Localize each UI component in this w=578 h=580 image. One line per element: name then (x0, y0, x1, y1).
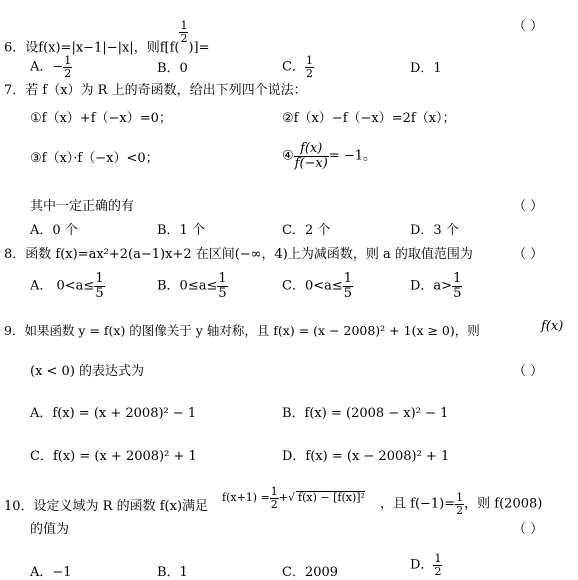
q9-option-b: B．f(x) = (2008 − x)² − 1 (282, 406, 449, 421)
q10-answer-paren: （ ） (513, 522, 544, 537)
q6-stem: 6．设f(x)=|x−1|−|x|，则f[f( $\frac{1}{2}$ )]= (4, 19, 210, 56)
q9-option-c: C．f(x) = (x + 2008)² + 1 (30, 449, 197, 464)
q9-stem-tail: f(x) (541, 319, 564, 334)
q10-stem: 10．设定义域为 R 的函数 f(x)满足 (4, 499, 209, 514)
q7-question: 其中一定正确的有 (30, 199, 135, 214)
q10-condition: ，且 f(−1)= $\frac{1}{2}$ ，则 f(2008) (380, 491, 543, 517)
q7-option-b: B．1 个 (157, 223, 205, 238)
q9-stem: 9．如果函数 y = f(x) 的图像关于 y 轴对称，且 f(x) = (x − 2008)² + 1(x ≥ 0)，则 (4, 323, 480, 338)
q10-option-a: A．−1 (30, 565, 72, 580)
q6-half-fraction: $\frac{1}{2}$ (180, 19, 188, 45)
q8-answer-paren: （ ） (513, 247, 544, 262)
q7-answer-paren: （ ） (513, 199, 544, 214)
q8-option-a: A． 0<a≤ $\frac{1}{5}$ (30, 271, 104, 301)
q10-line2: 的值为 (30, 522, 70, 537)
q10-option-c: C．2009 (282, 565, 339, 580)
q8-option-b: B．0≤a≤ $\frac{1}{5}$ (157, 271, 227, 301)
q6-option-b: B．0 (157, 61, 188, 76)
q7-stem: 7．若 f（x）为 R 上的奇函数，给出下列四个说法： (4, 83, 307, 98)
q7-statement-3: ③f（x）·f（−x）<0； (30, 151, 159, 166)
q8-option-d: D．a> $\frac{1}{5}$ (410, 271, 462, 301)
q9-option-d: D．f(x) = (x − 2008)² + 1 (282, 449, 450, 464)
q7-option-a: A．0 个 (30, 223, 78, 238)
q10-equation: f(x+1) = $\frac{1}{2}$ +√ f(x) − [f(x)]² (222, 485, 365, 511)
q6-answer-paren: （ ） (513, 19, 544, 34)
q7-option-c: C．2 个 (282, 223, 331, 238)
q9-option-a: A．f(x) = (x + 2008)² − 1 (30, 406, 197, 421)
q9-line2: (x < 0) 的表达式为 (30, 364, 145, 379)
q7-statement-2: ②f（x）−f（−x）=2f（x）； (282, 111, 456, 126)
q8-stem: 8．函数 f(x)=ax²+2(a−1)x+2 在区间(−∞，4)上为减函数，则 a 的取值范围为 (4, 247, 473, 262)
q7-statement-4: ④ $\frac{f(x)}{f(-x)}$ = −1。 (282, 141, 377, 171)
q7-statement-1: ①f（x）+f（−x）=0； (30, 111, 172, 126)
q6-option-a: A．− $\frac{1}{2}$ (30, 54, 72, 80)
q7-option-d: D．3 个 (410, 223, 459, 238)
q8-option-c: C．0<a≤ $\frac{1}{5}$ (282, 271, 353, 301)
q9-answer-paren: （ ） (513, 364, 544, 379)
q6-option-c: C． $\frac{1}{2}$ (282, 54, 313, 80)
q10-option-d: D． $\frac{1}{2}$ (410, 552, 442, 578)
q6-option-d: D．1 (410, 61, 442, 76)
q10-option-b: B．1 (157, 565, 188, 580)
